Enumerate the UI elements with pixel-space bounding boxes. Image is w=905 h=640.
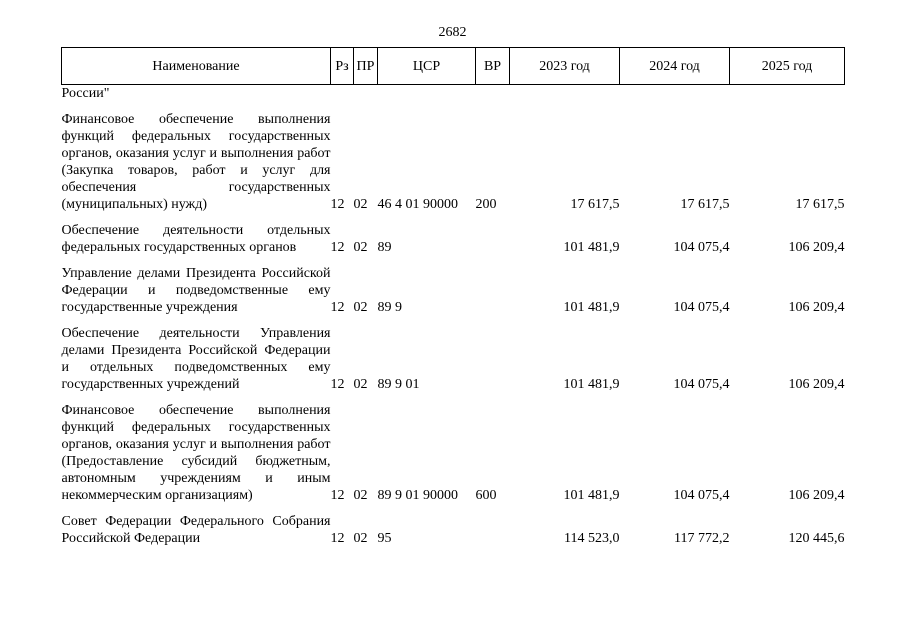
row-2024: 117 772,2 bbox=[674, 531, 730, 546]
row-name: России" bbox=[61, 86, 110, 101]
row-pr: 02 bbox=[353, 488, 368, 503]
row-2024: 104 075,4 bbox=[673, 240, 730, 255]
row-rz: 12 bbox=[330, 488, 345, 503]
row-pr: 02 bbox=[353, 377, 368, 392]
row-pr: 02 bbox=[353, 240, 368, 255]
column-header-pr: ПР bbox=[354, 48, 378, 85]
column-header-2023: 2023 год bbox=[510, 48, 620, 85]
column-header-name: Наименование bbox=[62, 48, 331, 85]
row-2025: 106 209,4 bbox=[788, 488, 845, 503]
table-row bbox=[62, 325, 845, 393]
table-row bbox=[62, 265, 845, 316]
row-vr bbox=[476, 222, 510, 256]
row-2023: 101 481,9 bbox=[563, 377, 620, 392]
table-row bbox=[62, 85, 845, 103]
row-pr: 02 bbox=[353, 300, 368, 315]
row-2023 bbox=[510, 85, 620, 103]
table-row bbox=[62, 402, 845, 504]
table-row bbox=[62, 513, 845, 547]
page-number: 2682 bbox=[438, 25, 467, 40]
table-row bbox=[62, 111, 845, 213]
row-2024: 104 075,4 bbox=[673, 300, 730, 315]
budget-table bbox=[61, 47, 845, 547]
table-body bbox=[62, 85, 845, 548]
row-name: Совет Федерации Федерального Собрания Российской Федерации bbox=[61, 514, 331, 546]
row-csr: 95 bbox=[377, 531, 392, 546]
row-2025 bbox=[730, 85, 845, 103]
column-header-2025: 2025 год bbox=[730, 48, 845, 85]
row-2024: 17 617,5 bbox=[680, 197, 730, 212]
row-vr: 200 bbox=[475, 197, 497, 212]
row-rz: 12 bbox=[330, 377, 345, 392]
row-csr: 89 bbox=[377, 240, 392, 255]
row-csr bbox=[378, 85, 476, 103]
row-vr bbox=[476, 265, 510, 316]
row-2024: 104 075,4 bbox=[673, 488, 730, 503]
row-2025: 17 617,5 bbox=[795, 197, 845, 212]
row-2024 bbox=[620, 85, 730, 103]
row-pr: 02 bbox=[353, 531, 368, 546]
row-rz: 12 bbox=[330, 300, 345, 315]
row-2023: 114 523,0 bbox=[564, 531, 620, 546]
row-csr: 89 9 bbox=[377, 300, 402, 315]
row-2023: 101 481,9 bbox=[563, 240, 620, 255]
row-vr bbox=[476, 85, 510, 103]
column-header-2024: 2024 год bbox=[620, 48, 730, 85]
column-header-csr: ЦСР bbox=[378, 48, 476, 85]
row-2023: 17 617,5 bbox=[570, 197, 620, 212]
row-vr bbox=[476, 513, 510, 547]
row-vr bbox=[476, 325, 510, 393]
row-2025: 120 445,6 bbox=[788, 531, 845, 546]
table-header bbox=[62, 48, 845, 85]
row-csr: 89 9 01 90000 bbox=[377, 488, 458, 503]
row-csr: 46 4 01 90000 bbox=[377, 197, 458, 212]
column-header-vr: ВР bbox=[476, 48, 510, 85]
row-name: Обеспечение деятельности Управления делами Президента Российской Федерации и отдельных подведомственных ему государственных учреждений bbox=[61, 326, 331, 392]
row-2025: 106 209,4 bbox=[788, 240, 845, 255]
row-2025: 106 209,4 bbox=[788, 377, 845, 392]
row-name: Обеспечение деятельности отдельных федеральных государственных органов bbox=[61, 223, 331, 255]
row-2025: 106 209,4 bbox=[788, 300, 845, 315]
row-2023: 101 481,9 bbox=[563, 300, 620, 315]
row-rz: 12 bbox=[330, 197, 345, 212]
table-row bbox=[62, 222, 845, 256]
row-rz: 12 bbox=[330, 240, 345, 255]
row-rz bbox=[331, 85, 354, 103]
row-pr: 02 bbox=[353, 197, 368, 212]
row-2023: 101 481,9 bbox=[563, 488, 620, 503]
row-name: Финансовое обеспечение выполнения функций федеральных государственных органов, оказания услуг и выполнения работ (Предоставление субсидий бюджетным, автономным учреждениям и иным некоммерческим организациям) bbox=[61, 403, 331, 503]
row-csr: 89 9 01 bbox=[377, 377, 420, 392]
row-rz: 12 bbox=[330, 531, 345, 546]
row-pr bbox=[354, 85, 378, 103]
row-name: Управление делами Президента Российской Федерации и подведомственные ему государственные учреждения bbox=[61, 266, 331, 315]
column-header-rz: Рз bbox=[331, 48, 354, 85]
row-2024: 104 075,4 bbox=[673, 377, 730, 392]
row-vr: 600 bbox=[475, 488, 497, 503]
row-name: Финансовое обеспечение выполнения функций федеральных государственных органов, оказания услуг и выполнения работ (Закупка товаров, работ и услуг для обеспечения государственных (муниципальных) нужд) bbox=[61, 112, 331, 212]
